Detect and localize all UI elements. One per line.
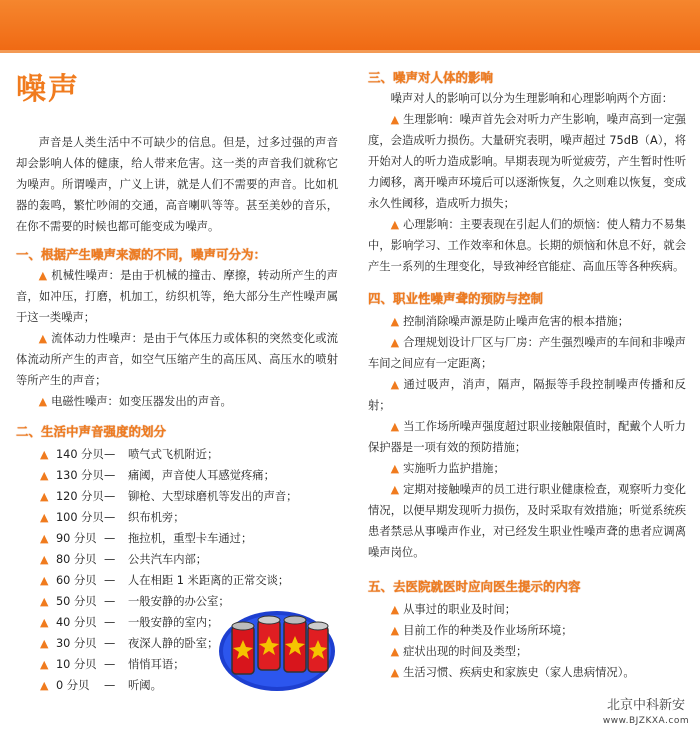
noise-description: 一般安静的室内； [128, 616, 219, 629]
can-icon [308, 622, 328, 672]
decibel-level: 30 分贝 [56, 637, 97, 650]
section5-item: ▲ 生活习惯、疾病史和家族史（家人患病情况）。 [390, 666, 635, 679]
section1-item: ▲ 电磁性噪声：如变压器发出的声音。 [38, 395, 232, 408]
page-title: 噪声 [16, 72, 80, 107]
section5-item: ▲ 从事过的职业及时间； [390, 603, 517, 616]
bullet-triangle-icon: ▲ [390, 113, 400, 126]
section3-item: ▲ 生理影响：噪声首先会对听力产生影响，噪声高到一定强度，会造成听力损伤。大量研究表明，噪声超过 75dB（A），将开始对人的听力造成影响。早期表现为听觉疲劳，产生暂时性听力阈移，离开噪声环境后可以逐渐恢复，久之则难以恢复，变成永久性阈移，造成听力损失； [368, 113, 686, 210]
dash-separator: — [104, 553, 116, 566]
noise-level-row [16, 549, 338, 570]
header-divider [0, 50, 700, 53]
decibel-level: 40 分贝 [56, 616, 97, 629]
section4-item: ▲ 实施听力监护措施； [390, 462, 505, 475]
decibel-level: 60 分贝 [56, 574, 97, 587]
watermark-url: www.BJZKXA.com [602, 716, 690, 726]
bullet-triangle-icon: ▲ [390, 483, 400, 496]
dash-separator: — [104, 490, 116, 503]
bullet-triangle-icon: ▲ [38, 395, 48, 408]
noise-level-row [16, 528, 338, 549]
decibel-level: 100 分贝 [56, 511, 104, 524]
section1-heading: 一、根据产生噪声来源的不同，噪声可分为： [16, 247, 267, 262]
section4-item: ▲ 合理规划设计厂区与厂房：产生强烈噪声的车间和非噪声车间之间应有一定距离； [368, 336, 686, 370]
decibel-level: 50 分贝 [56, 595, 97, 608]
noise-description: 悄悄耳语； [128, 658, 185, 671]
dash-separator: — [104, 616, 116, 629]
bullet-triangle-icon: ▲ [40, 532, 49, 545]
noise-description: 铆枪、大型球磨机等发出的声音； [128, 490, 298, 503]
noise-description: 拖拉机，重型卡车通过； [128, 532, 253, 545]
can-icon [258, 616, 280, 670]
dash-separator: — [104, 679, 116, 692]
dash-separator: — [104, 448, 116, 461]
can-icon [232, 622, 254, 674]
section2-heading: 二、生活中声音强度的划分 [16, 424, 167, 439]
dash-separator: — [104, 658, 116, 671]
section3-item: ▲ 心理影响：主要表现在引起人们的烦恼：使人精力不易集中，影响学习、工作效率和休息。长期的烦恼和休息不好，就会产生一系列的生理变化，导致神经官能症、高血压等各种疾病。 [368, 218, 686, 273]
bullet-triangle-icon: ▲ [40, 679, 49, 692]
bullet-triangle-icon: ▲ [390, 378, 400, 391]
noise-description: 夜深人静的卧室； [128, 637, 219, 650]
bullet-triangle-icon: ▲ [40, 490, 49, 503]
bullet-triangle-icon: ▲ [40, 553, 49, 566]
section5-item: ▲ 目前工作的种类及作业场所环境； [390, 624, 573, 637]
bullet-triangle-icon: ▲ [390, 315, 400, 328]
bullet-triangle-icon: ▲ [40, 469, 49, 482]
watermark [592, 697, 700, 736]
dash-separator: — [104, 511, 116, 524]
bullet-triangle-icon: ▲ [390, 603, 400, 616]
bullet-triangle-icon: ▲ [390, 462, 400, 475]
bullet-triangle-icon: ▲ [38, 332, 48, 345]
bullet-triangle-icon: ▲ [390, 624, 400, 637]
bullet-triangle-icon: ▲ [40, 511, 49, 524]
section3-intro: 噪声对人的影响可以分为生理影响和心理影响两个方面： [390, 92, 674, 105]
bullet-triangle-icon: ▲ [390, 645, 400, 658]
bullet-triangle-icon: ▲ [40, 448, 49, 461]
decibel-level: 130 分贝 [56, 469, 104, 482]
section1-item: ▲ 机械性噪声：是由于机械的撞击、摩擦，转动所产生的声音，如冲压，打磨，机加工，纺织机等，绝大部分生产性噪声属于这一类噪声； [16, 269, 338, 324]
decibel-level: 90 分贝 [56, 532, 97, 545]
bullet-triangle-icon: ▲ [40, 616, 49, 629]
section4-item: ▲ 通过吸声，消声，隔声，隔振等手段控制噪声传播和反射； [368, 378, 686, 412]
bullet-triangle-icon: ▲ [390, 666, 400, 679]
dash-separator: — [104, 469, 116, 482]
noise-description: 喷气式飞机附近； [128, 448, 219, 461]
bullet-triangle-icon: ▲ [40, 595, 49, 608]
dash-separator: — [104, 574, 116, 587]
watermark-name: 北京中科新安 [606, 698, 685, 713]
bullet-triangle-icon: ▲ [390, 420, 400, 433]
section4-item: ▲ 定期对接触噪声的员工进行职业健康检查，观察听力变化情况，以便早期发现听力损伤，及时采取有效措施；听觉系统疾患者禁忌从事噪声作业，对已经发生职业性噪声聋的患者应调离噪声岗位。 [368, 483, 686, 559]
dash-separator: — [104, 637, 116, 650]
noise-description: 听阈。 [128, 679, 162, 692]
dash-separator: — [104, 595, 116, 608]
noise-description: 织布机旁； [128, 511, 185, 524]
section1-item: ▲ 流体动力性噪声：是由于气体压力或体积的突然变化或流体流动所产生的声音，如空气压缩产生的高压风、高压水的喷射等所产生的声音； [16, 332, 338, 387]
section5-item: ▲ 症状出现的时间及类型； [390, 645, 528, 658]
header-banner [0, 0, 700, 50]
noise-level-row [16, 465, 338, 486]
intro-paragraph: 声音是人类生活中不可缺少的信息。但是，过多过强的声音却会影响人体的健康，给人带来危害。这一类的声音我们就称它为噪声。所谓噪声，广义上讲，就是人们不需要的声音。比如机器的轰鸣，繁忙吵闹的交通，高音喇叭等等。甚至美妙的音乐，在你不需要的时候也都可能变成为噪声。 [16, 136, 338, 233]
bullet-triangle-icon: ▲ [390, 218, 400, 231]
noise-level-row [16, 444, 338, 465]
section5-heading: 五、去医院就医时应向医生提示的内容 [368, 579, 581, 594]
noise-level-row [16, 507, 338, 528]
decibel-level: 0 分贝 [56, 679, 90, 692]
noise-cans-illustration [218, 606, 336, 692]
noise-description: 公共汽车内部； [128, 553, 208, 566]
right-column [368, 68, 686, 683]
noise-level-row [16, 486, 338, 507]
noise-description: 人在相距 1 米距离的正常交谈； [128, 574, 290, 587]
decibel-level: 10 分贝 [56, 658, 97, 671]
section4-item: ▲ 控制消除噪声源是防止噪声危害的根本措施； [390, 315, 630, 328]
bullet-triangle-icon: ▲ [40, 637, 49, 650]
noise-level-row [16, 570, 338, 591]
decibel-level: 140 分贝 [56, 448, 104, 461]
noise-description: 一般安静的办公室； [128, 595, 230, 608]
can-icon [284, 616, 306, 672]
decibel-level: 80 分贝 [56, 553, 97, 566]
bullet-triangle-icon: ▲ [390, 336, 400, 349]
dash-separator: — [104, 532, 116, 545]
section3-heading: 三、噪声对人体的影响 [368, 70, 494, 85]
bullet-triangle-icon: ▲ [38, 269, 48, 282]
noise-description: 痛阈，声音使人耳感觉疼痛； [128, 469, 275, 482]
decibel-level: 120 分贝 [56, 490, 104, 503]
bullet-triangle-icon: ▲ [40, 574, 49, 587]
bullet-triangle-icon: ▲ [40, 658, 49, 671]
section4-heading: 四、职业性噪声聋的预防与控制 [368, 291, 544, 306]
section4-item: ▲ 当工作场所噪声强度超过职业接触限值时，配戴个人听力保护器是一项有效的预防措施； [368, 420, 686, 454]
